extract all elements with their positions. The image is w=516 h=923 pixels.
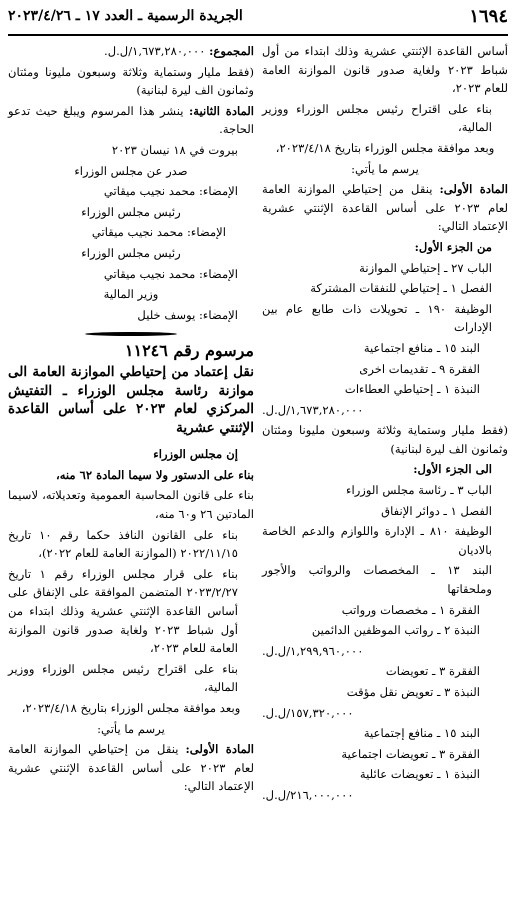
signature-name: الإمضاء: محمد نجيب ميقاتي <box>91 225 226 240</box>
signature-block: رئيس مجلس الوزراء <box>81 204 181 219</box>
paragraph: بناء على قانون المحاسبة العمومية وتعديلاته، لاسيما المادتين ٢٦ و٦٠ منه، <box>8 488 254 522</box>
list-item: البند ١٥ ـ منافع اجتماعية <box>363 340 480 355</box>
paragraph: وبعد موافقة مجلس الوزراء بتاريخ ٢٠٢٣/٤/١٨، <box>275 140 495 155</box>
list-item: النبذة ١ ـ تعويضات عائلية <box>359 767 480 782</box>
signature-block: رئيس مجلس الوزراء <box>81 245 181 260</box>
paragraph: وبعد موافقة مجلس الوزراء بتاريخ ٢٠٢٣/٤/١٨، <box>21 701 241 715</box>
page-header <box>8 4 508 36</box>
paragraph: بناء على اقتراح رئيس مجلس الوزراء ووزير المالية، <box>8 661 238 695</box>
signature-name: الإمضاء: محمد نجيب ميقاتي <box>103 184 238 199</box>
section-heading: من الجزء الأول: <box>414 239 492 254</box>
amount: ١٥٧,٣٢٠,٠٠٠/ل.ل. <box>262 705 354 720</box>
list-item: الفقرة ٣ ـ تعويضات <box>385 664 480 679</box>
amount: ١,٦٧٣,٢٨٠,٠٠٠/ل.ل. <box>262 402 364 417</box>
issuer: إن مجلس الوزراء <box>153 447 238 462</box>
paragraph: بناء على الدستور ولا سيما المادة ٦٢ منه، <box>55 467 254 482</box>
section-divider <box>85 332 177 336</box>
amount: ١,٢٩٩,٩٦٠,٠٠٠/ل.ل. <box>262 643 364 658</box>
signature-name: الإمضاء: يوسف خليل <box>137 307 238 322</box>
signature-block: صدر عن مجلس الوزراء <box>74 163 188 178</box>
list-item: الباب ٢٧ ـ إحتياطي الموازنة <box>359 260 492 275</box>
list-item: الفصل ١ ـ إحتياطي للنفقات المشتركة <box>310 281 492 296</box>
article-one <box>262 180 508 236</box>
paragraph: أساس القاعدة الإثنتي عشرية وذلك ابتداء من أول شباط ٢٠٢٣ ولغاية صدور قانون الموازنة العامة للعام ٢٠٢٣، <box>262 44 509 96</box>
total-label: المجموع: <box>209 44 254 58</box>
section-heading: الى الجزء الأول: <box>413 462 492 477</box>
paragraph: بناء على قرار مجلس الوزراء رقم ١ تاريخ ٢٠٢٣/٢/٢٧ المتضمن الموافقة على الإنفاق على أساس القاعدة الإثنتي عشرية وذلك ابتداء من أول شباط ٢٠٢٣ ولغاية صدور قانون الموازنة العامة للعام ٢٠٢٣، <box>8 566 238 656</box>
list-item: البند ١٥ ـ منافع إجتماعية <box>363 726 480 741</box>
article-label: المادة الأولى: <box>439 182 509 197</box>
list-item: الفصل ١ ـ دوائر الإنفاق <box>381 503 492 518</box>
list-item: النبذة ١ ـ إحتياطي العطاءات <box>344 382 480 397</box>
signature-name: الإمضاء: محمد نجيب ميقاتي <box>103 266 238 281</box>
signature-block: وزير المالية <box>103 287 159 302</box>
page-number: ١٦٩٤ <box>469 6 508 27</box>
place-date: بيروت في ١٨ نيسان ٢٠٢٣ <box>111 142 238 157</box>
list-item: النبذة ٢ ـ رواتب الموظفين الدائمين <box>311 623 480 638</box>
decree-number: مرسوم رقم ١١٢٤٦ <box>124 341 254 361</box>
paragraph: بناء على القانون النافذ حكما رقم ١٠ تاريخ ٢٠٢٢/١١/١٥ (الموازنة العامة للعام ٢٠٢٢)، <box>8 527 238 561</box>
amount: ٢١٦,٠٠٠,٠٠٠/ل.ل. <box>262 787 354 802</box>
left-column <box>8 42 254 798</box>
total-amount: ١,٦٧٣,٢٨٠,٠٠٠/ل.ل. <box>104 44 206 58</box>
right-column <box>262 42 508 807</box>
list-item: الباب ٣ ـ رئاسة مجلس الوزراء <box>346 483 492 498</box>
amount-words: (فقط مليار وستماية وثلاثة وسبعون مليونا ومئتان وثمانون الف ليرة لبنانية) <box>8 64 254 98</box>
running-title: الجريدة الرسمية ـ العدد ١٧ ـ ٢٠٢٣/٤/٢٦ <box>8 8 243 24</box>
list-item: الفقرة ٣ ـ تعويضات اجتماعية <box>341 746 480 761</box>
total-line <box>8 42 254 61</box>
list-item: النبذة ٣ ـ تعويض نقل مؤقت <box>346 685 480 699</box>
paragraph: يرسم ما يأتي: <box>351 161 419 176</box>
list-item: البند ١٣ ـ المخصصات والرواتب والأجور وملحقاتها <box>262 563 492 597</box>
article-one <box>8 740 254 796</box>
list-item: الفقرة ١ ـ مخصصات ورواتب <box>341 602 480 617</box>
article-label: المادة الأولى: <box>185 742 255 757</box>
amount-words: (فقط مليار وستماية وثلاثة وسبعون مليونا ومئتان وثمانون الف ليرة لبنانية) <box>262 423 508 456</box>
list-item: الفقرة ٩ ـ تقديمات اخرى <box>359 361 480 376</box>
article-label: المادة الثانية: <box>188 103 255 118</box>
decree-title: نقل إعتماد من إحتياطي الموازنة العامة الى موازنة رئاسة مجلس الوزراء ـ التفتيش المركزي لعام ٢٠٢٣ على أساس القاعدة الإثنتي عشرية <box>8 363 254 436</box>
paragraph: بناء على اقتراح رئيس مجلس الوزراء ووزير المالية، <box>262 101 492 135</box>
article-two <box>8 102 254 139</box>
list-item: الوظيفة ١٩٠ ـ تحويلات ذات طابع عام بين الإدارات <box>262 301 492 335</box>
article-text: ينقل من إحتياطي الموازنة العامة لعام ٢٠٢٣ على أساس القاعدة الإثنتي عشرية الإعتماد التالي: <box>8 742 254 794</box>
paragraph: يرسم ما يأتي: <box>97 721 165 736</box>
list-item: الوظيفة ٨١٠ ـ الإدارة واللوازم والدعم الخاصة بالاديان <box>262 524 492 557</box>
article-text: ينقل من إحتياطي الموازنة العامة لعام ٢٠٢٣ على أساس القاعدة الإثنتي عشرية الإعتماد التالي: <box>262 182 508 234</box>
article-text: ينشر هذا المرسوم ويبلغ حيث تدعو الحاجة. <box>8 103 254 137</box>
